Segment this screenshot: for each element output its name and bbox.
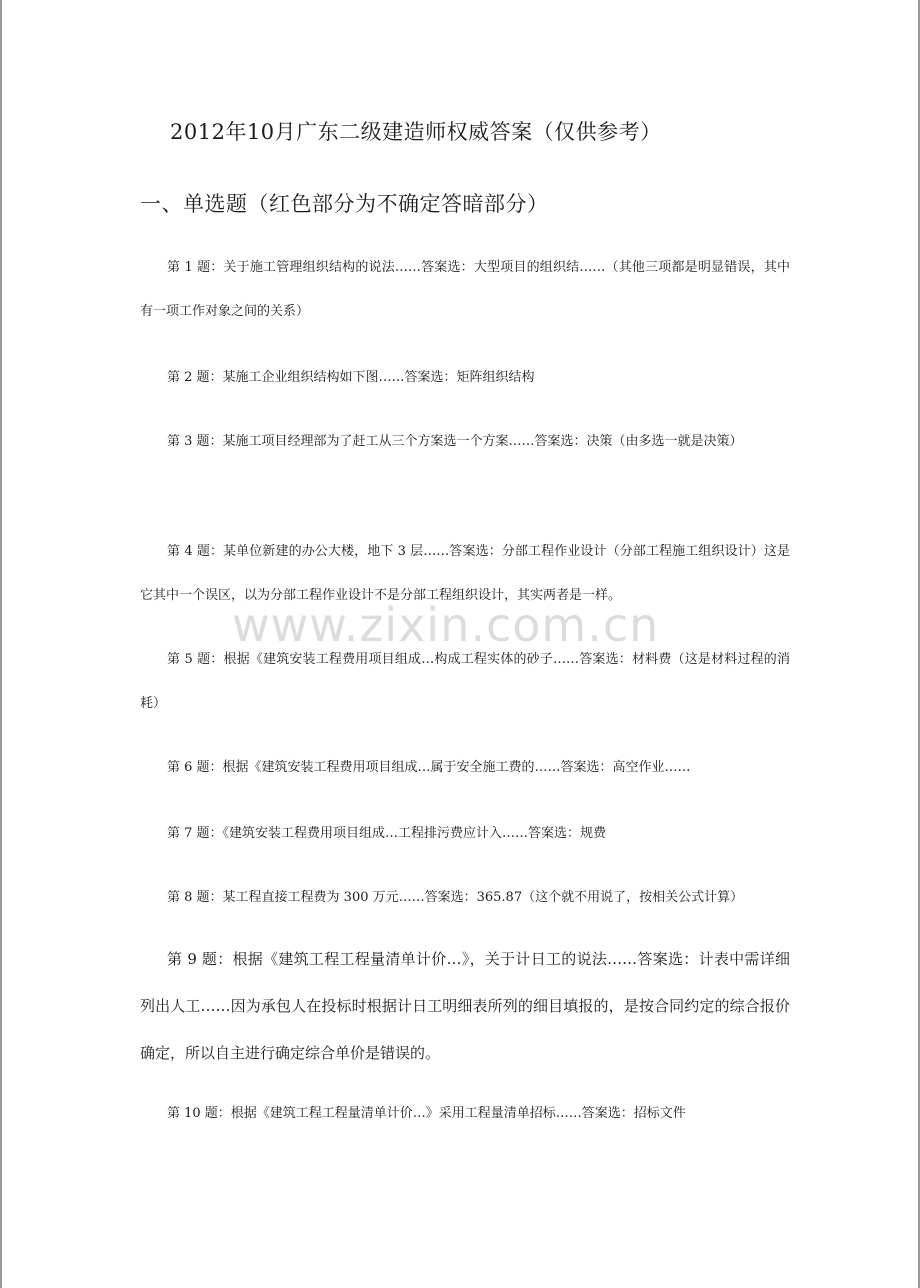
question-6: 第 6 题：根据《建筑安装工程费用项目组成…属于安全施工费的……答案选：高空作业……	[167, 760, 691, 775]
watermark-text: www.zixin.com.cn	[232, 598, 660, 652]
question-9: 第 9 题：根据《建筑工程工程量清单计价…》，关于计日工的说法……答案选：计表中需详细列出人工……因为承包人在投标时根据计日工明细表所列的细目填报的，是按合同约定的综合报价确定，所以自主进行确定综合单价是错误的。	[140, 950, 790, 1062]
section-heading: 一、单选题（红色部分为不确定答暗部分）	[140, 192, 549, 216]
document-title: 2012年10月广东二级建造师权威答案（仅供参考）	[170, 120, 662, 144]
question-1: 第 1 题：关于施工管理组织结构的说法……答案选：大型项目的组织结……（其他三项都是明显错误，其中有一项工作对象之间的关系）	[140, 260, 790, 319]
question-3: 第 3 题：某施工项目经理部为了赶工从三个方案选一个方案……答案选：决策（由多选一就是决策）	[167, 434, 743, 449]
page-left-edge	[0, 0, 2, 1288]
question-4: 第 4 题：某单位新建的办公大楼，地下 3 层……答案选：分部工程作业设计（分部工程施工组织设计）这是它其中一个误区，以为分部工程作业设计不是分部工程组织设计，其实两者是一样。	[140, 544, 790, 603]
question-5: 第 5 题：根据《建筑安装工程费用项目组成…构成工程实体的砂子……答案选：材料费（这是材料过程的消耗）	[140, 652, 790, 711]
question-7: 第 7 题：《建筑安装工程费用项目组成…工程排污费应计入……答案选：规费	[167, 826, 607, 841]
question-2: 第 2 题：某施工企业组织结构如下图……答案选：矩阵组织结构	[167, 370, 535, 385]
question-10: 第 10 题：根据《建筑工程工程量清单计价…》采用工程量清单招标……答案选：招标文件	[167, 1106, 686, 1121]
question-8: 第 8 题：某工程直接工程费为 300 万元……答案选：365.87（这个就不用说了，按相关公式计算）	[167, 890, 744, 905]
